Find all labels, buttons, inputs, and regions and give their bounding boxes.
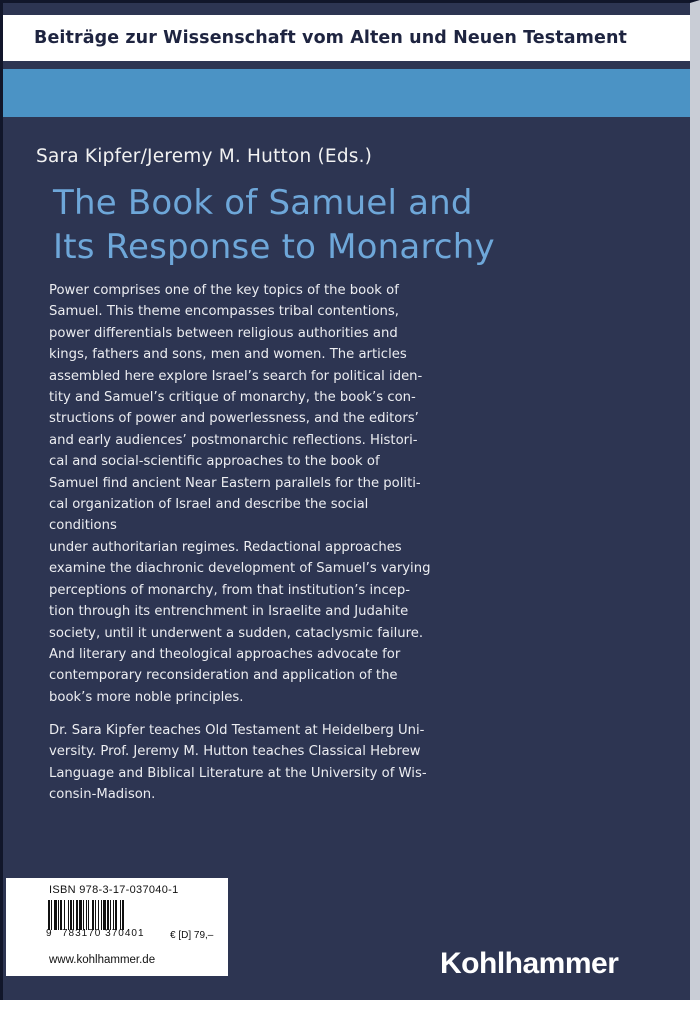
- barcode-bar: [86, 900, 87, 930]
- barcode-bar: [98, 900, 99, 930]
- barcode-bar: [48, 900, 50, 930]
- barcode-bar: [70, 900, 72, 930]
- editor-bio: Dr. Sara Kipfer teaches Old Testament at Heidelberg Uni- versity. Prof. Jeremy M. Hutton teaches Classical Hebrew Language and Biblical Literature at the University of Wis- consin-Madison.: [49, 723, 427, 803]
- barcode-bar: [83, 900, 84, 930]
- accent-stripe: [3, 69, 690, 117]
- barcode-box: [6, 878, 228, 976]
- ean-digits: 783170 370401: [62, 928, 145, 939]
- price-label: € [D] 79,–: [170, 930, 214, 941]
- barcode-bar: [110, 900, 111, 930]
- barcode-bar: [58, 900, 59, 930]
- barcode-bar: [51, 900, 52, 930]
- barcode-bar: [54, 900, 57, 930]
- barcode-bar: [95, 900, 96, 930]
- barcode-bar: [68, 900, 69, 930]
- barcode-bar: [73, 900, 74, 930]
- barcode-bar: [122, 900, 124, 930]
- barcode-bar: [113, 900, 114, 930]
- barcode-bar: [88, 900, 89, 930]
- book-title: The Book of Samuel and Its Response to Monarchy: [53, 183, 495, 267]
- barcode-bar: [107, 900, 109, 930]
- blurb-text: Power comprises one of the key topics of the book of Samuel. This theme encompasses tribal contentions, power differentials between religious authorities and kings, fathers and sons, men and women. The articles assembled here explore Israel’s search for political iden- tity and Samuel’s critique of monarchy, the book’s con- structions of power and powerlessness, and the editors’ and early audiences’ postmonarchic reflections. Histori- cal and social-scientific approaches to the book of Samuel find ancient Near Eastern parallels for the politi- cal organization of Israel and describe the social conditions under authoritarian regimes. Redactional approaches examine the diachronic development of Samuel’s varying perceptions of monarchy, from that institution’s incep- tion through its entrenchment in Israelite and Judahite society, until it underwent a sudden, cataclysmic failure. And literary and theological approaches advocate for contemporary reconsideration and application of the book’s more noble principles.: [49, 283, 431, 705]
- page-bottom-edge: [0, 1000, 700, 1014]
- barcode-bar: [103, 900, 106, 930]
- barcode-bar: [79, 900, 82, 930]
- barcode-bar: [101, 900, 102, 930]
- barcode-bar: [64, 900, 65, 930]
- barcode-bar: [115, 900, 117, 930]
- barcode-image: [46, 900, 166, 930]
- series-title: Beiträge zur Wissenschaft vom Alten und Neuen Testament: [34, 28, 627, 48]
- barcode-bar: [120, 900, 121, 930]
- barcode-bar: [76, 900, 78, 930]
- barcode-bar: [92, 900, 94, 930]
- series-banner: [3, 15, 690, 61]
- isbn-label: ISBN 978-3-17-037040-1: [49, 884, 179, 896]
- editors-line: Sara Kipfer/Jeremy M. Hutton (Eds.): [36, 146, 373, 167]
- ean-first-digit: 9: [46, 928, 52, 939]
- website-url: www.kohlhammer.de: [49, 954, 156, 966]
- barcode-bar: [60, 900, 62, 930]
- publisher-logo: Kohlhammer: [440, 947, 619, 980]
